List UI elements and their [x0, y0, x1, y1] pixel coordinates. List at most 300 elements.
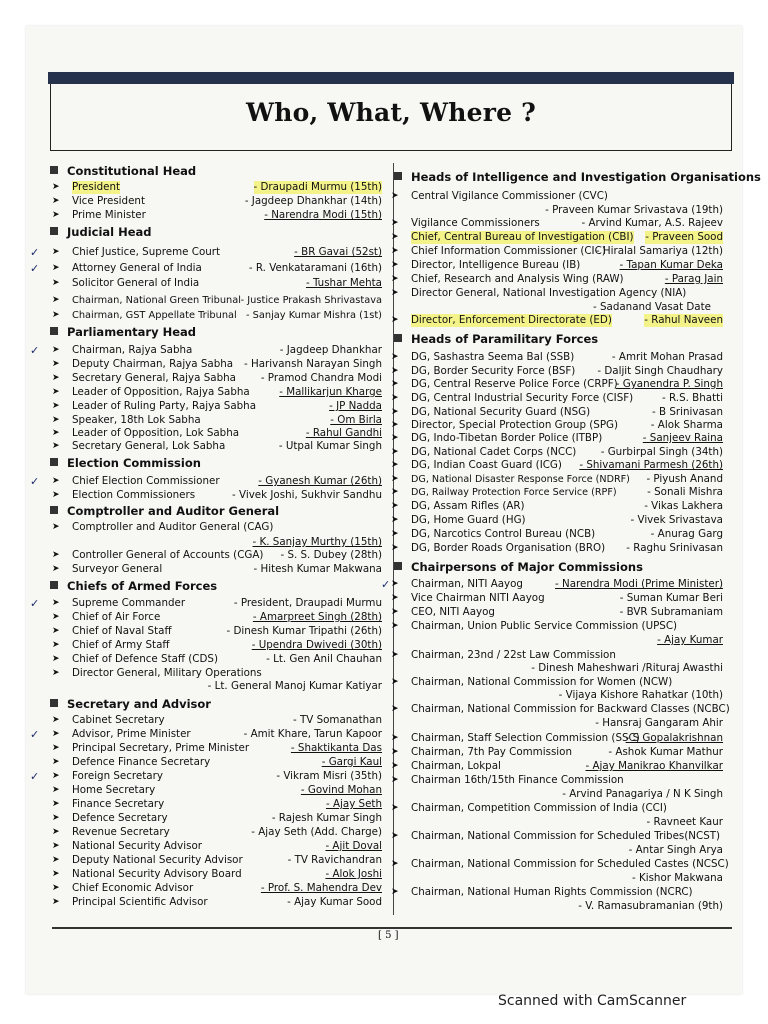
- list-item: [391, 486, 723, 499]
- list-item: [52, 770, 382, 783]
- list-item: [52, 728, 382, 741]
- arrow-icon: ➤: [52, 295, 60, 305]
- role-label: Deputy National Security Advisor: [72, 854, 243, 866]
- role-label: Home Secretary: [72, 784, 156, 796]
- list-item: [52, 597, 382, 610]
- arrow-icon: ➤: [391, 288, 399, 298]
- person-name: - Rahul Gandhi: [305, 427, 382, 439]
- list-item: [52, 344, 382, 357]
- person-name: - Vivek Joshi, Sukhvir Sandhu: [232, 489, 382, 501]
- arrow-icon: ➤: [391, 704, 399, 714]
- scanner-watermark: Scanned with CamScanner: [498, 993, 687, 1009]
- section-paramilitary: Heads of Paramilitary Forces: [394, 332, 598, 346]
- title-band: [48, 72, 734, 84]
- role-label: Central Vigilance Commissioner (CVC): [411, 190, 608, 202]
- role-label: Principal Scientific Advisor: [72, 896, 208, 908]
- role-label: Chairman, GST Appellate Tribunal: [72, 310, 237, 321]
- person-name: - Arvind Kumar, A.S. Rajeev: [581, 217, 723, 229]
- person-name: - B Srinivasan: [652, 406, 723, 418]
- arrow-icon: ➤: [52, 522, 60, 532]
- role-label: Chief Economic Advisor: [72, 882, 194, 894]
- arrow-icon: ➤: [391, 747, 399, 757]
- arrow-icon: ➤: [52, 401, 60, 411]
- role-label: DG, Border Security Force (BSF): [411, 365, 576, 377]
- role-label: DG, Central Reserve Police Force (CRPF): [411, 378, 618, 390]
- person-name: - Alok Joshi: [325, 868, 382, 880]
- arrow-icon: ➤: [391, 487, 399, 497]
- person-name: - Sanjeev Raina: [642, 432, 723, 444]
- list-item: [52, 882, 382, 895]
- role-label: DG, Assam Rifles (AR): [411, 500, 525, 512]
- role-label: Prime Minister: [72, 209, 146, 221]
- person-name: - Hitesh Kumar Makwana: [253, 563, 382, 575]
- arrow-icon: ➤: [52, 247, 60, 257]
- role-label: Chief, Research and Analysis Wing (RAW): [411, 273, 624, 285]
- person-name: - Daljit Singh Chaudhary: [597, 365, 723, 377]
- person-name: - Ravneet Kaur: [646, 816, 723, 828]
- list-item: [52, 896, 382, 909]
- arrow-icon: ➤: [52, 476, 60, 486]
- list-item: [52, 181, 382, 194]
- list-item: [52, 868, 382, 881]
- list-item: [52, 784, 382, 797]
- list-item: [391, 514, 723, 527]
- list-item: [52, 826, 382, 839]
- list-item: [52, 840, 382, 853]
- arrow-icon: ➤: [391, 260, 399, 270]
- arrow-icon: ➤: [391, 246, 399, 256]
- role-label: Chairman, National Commission for Women (NCW): [411, 676, 673, 688]
- arrow-icon: ➤: [52, 841, 60, 851]
- list-item: [391, 886, 723, 899]
- arrow-icon: ➤: [52, 799, 60, 809]
- role-label: Director General, Military Operations: [72, 667, 262, 679]
- role-label: Cabinet Secretary: [72, 714, 165, 726]
- role-label: CEO, NITI Aayog: [411, 606, 495, 618]
- arrow-icon: ➤: [391, 579, 399, 589]
- person-name: - Ajay Seth (Add. Charge): [251, 826, 382, 838]
- person-name: - R.S. Bhatti: [662, 392, 723, 404]
- arrow-icon: ➤: [52, 564, 60, 574]
- person-name: - TV Ravichandran: [287, 854, 382, 866]
- arrow-icon: ➤: [391, 593, 399, 603]
- list-item: [391, 542, 723, 555]
- list-item: [391, 473, 723, 486]
- list-item: [391, 273, 723, 286]
- section-commissions: Chairpersons of Major Commissions: [394, 560, 643, 574]
- person-name: - Narendra Modi (Prime Minister): [555, 578, 723, 590]
- list-item: [391, 259, 723, 272]
- role-label: Chief Information Commissioner (CIC): [411, 245, 606, 257]
- list-item: [52, 521, 382, 534]
- bullet-square-icon: [50, 227, 58, 235]
- list-item: [52, 309, 382, 322]
- title-box: [50, 84, 732, 151]
- section-intelligence: Heads of Intelligence and Investigation Organisations: [394, 170, 761, 184]
- person-name: - Prof. S. Mahendra Dev: [260, 882, 382, 894]
- list-item: [391, 703, 730, 716]
- role-label: Secretary General, Rajya Sabha: [72, 372, 236, 384]
- section-constitutional-head: Constitutional Head: [50, 164, 196, 178]
- person-name: - Ashok Kumar Mathur: [608, 746, 723, 758]
- arrow-icon: ➤: [391, 474, 399, 484]
- list-item: [391, 378, 723, 391]
- section-cag: Comptroller and Auditor General: [50, 504, 279, 518]
- arrow-icon: ➤: [391, 420, 399, 430]
- section-secretary-advisor: Secretary and Advisor: [50, 697, 211, 711]
- pen-tick-icon: ✓: [30, 770, 40, 783]
- bullet-square-icon: [394, 562, 402, 570]
- list-item: [52, 386, 382, 399]
- role-label: Leader of Ruling Party, Rajya Sabha: [72, 400, 257, 412]
- list-item: [391, 760, 723, 773]
- arrow-icon: ➤: [52, 668, 60, 678]
- role-label: DG, National Cadet Corps (NCC): [411, 446, 577, 458]
- person-name: - S. S. Dubey (28th): [280, 549, 382, 561]
- person-name: - Ajay Kumar Sood: [287, 896, 382, 908]
- arrow-icon: ➤: [52, 729, 60, 739]
- arrow-icon: ➤: [52, 428, 60, 438]
- arrow-icon: ➤: [391, 733, 399, 743]
- list-item: [391, 774, 723, 787]
- role-label: DG, Railway Protection Force Service (RPF): [411, 487, 617, 498]
- arrow-icon: ➤: [391, 366, 399, 376]
- arrow-icon: ➤: [52, 310, 60, 320]
- list-item: [52, 294, 382, 307]
- role-label: Chief Justice, Supreme Court: [72, 246, 221, 258]
- arrow-icon: ➤: [391, 621, 399, 631]
- arrow-icon: ➤: [52, 715, 60, 725]
- role-label: DG, National Disaster Response Force (NDRF): [411, 474, 630, 485]
- role-label: Chief, Central Bureau of Investigation (CBI): [411, 231, 634, 243]
- role-label: DG, Central Industrial Security Force (CISF): [411, 392, 634, 404]
- role-label: Chairman, National Commission for Backward Classes (NCBC): [411, 703, 730, 715]
- role-label: Comptroller and Auditor General (CAG): [72, 521, 274, 533]
- list-item: [391, 365, 723, 378]
- person-name: - Arvind Panagariya / N K Singh: [562, 788, 723, 800]
- arrow-icon: ➤: [391, 274, 399, 284]
- list-item: [52, 714, 382, 727]
- list-item: [52, 812, 382, 825]
- person-name: - Vikram Misri (35th): [276, 770, 382, 782]
- section-armed-forces: Chiefs of Armed Forces: [50, 579, 217, 593]
- list-item: [52, 798, 382, 811]
- role-label: Chairman, 23nd / 22st Law Commission: [411, 649, 616, 661]
- list-item: [52, 209, 382, 222]
- role-label: Vice Chairman NITI Aayog: [411, 592, 545, 604]
- role-label: DG, Home Guard (HG): [411, 514, 526, 526]
- role-label: President: [72, 181, 121, 193]
- arrow-icon: ➤: [391, 315, 399, 325]
- role-label: Foreign Secretary: [72, 770, 163, 782]
- list-item: [52, 611, 382, 624]
- arrow-icon: ➤: [391, 761, 399, 771]
- list-item: [391, 528, 723, 541]
- list-item: [391, 351, 723, 364]
- list-item: [52, 475, 382, 488]
- role-label: DG, National Security Guard (NSG): [411, 406, 591, 418]
- arrow-icon: ➤: [52, 182, 60, 192]
- arrow-icon: ➤: [52, 612, 60, 622]
- role-label: Revenue Secretary: [72, 826, 170, 838]
- role-label: Chairman 16th/15th Finance Commission: [411, 774, 624, 786]
- list-item: [391, 606, 723, 619]
- arrow-icon: ➤: [52, 598, 60, 608]
- person-name: - Raghu Srinivasan: [626, 542, 723, 554]
- arrow-icon: ➤: [391, 887, 399, 897]
- list-item: [52, 549, 382, 562]
- arrow-icon: ➤: [391, 460, 399, 470]
- person-name: - Dinesh Kumar Tripathi (26th): [226, 625, 382, 637]
- role-label: Secretary General, Lok Sabha: [72, 440, 226, 452]
- arrow-icon: ➤: [391, 501, 399, 511]
- arrow-icon: ➤: [52, 869, 60, 879]
- arrow-icon: ➤: [391, 515, 399, 525]
- list-item: [391, 392, 723, 405]
- pen-tick-icon: ✓: [381, 578, 391, 591]
- list-item: [391, 830, 723, 843]
- list-item: [391, 245, 723, 258]
- person-name: - Gyanendra P. Singh: [615, 378, 723, 390]
- section-election-commission: Election Commission: [50, 456, 201, 470]
- person-name: - Justice Prakash Shrivastava: [240, 295, 382, 306]
- person-name: - R. Venkataramani (16th): [248, 262, 382, 274]
- list-item: [391, 746, 723, 759]
- list-item: [391, 802, 723, 815]
- arrow-icon: ➤: [391, 433, 399, 443]
- person-name: - Anurag Garg: [650, 528, 723, 540]
- person-name: - Amrit Mohan Prasad: [611, 351, 723, 363]
- list-item: [52, 756, 382, 769]
- list-item: [52, 440, 382, 453]
- list-item: [391, 419, 723, 432]
- list-item: [391, 592, 723, 605]
- person-name: - Utpal Kumar Singh: [278, 440, 382, 452]
- list-item: [391, 578, 723, 591]
- footer-rule: [52, 927, 732, 929]
- pen-tick-icon: ✓: [30, 597, 40, 610]
- person-name: - Vivek Srivastava: [630, 514, 723, 526]
- role-label: Chairman, Lokpal: [411, 760, 501, 772]
- role-label: Chairman, Competition Commission of India (CCI): [411, 802, 667, 814]
- role-label: Defence Secretary: [72, 812, 168, 824]
- arrow-icon: ➤: [52, 415, 60, 425]
- list-item: [391, 459, 723, 472]
- role-label: Deputy Chairman, Rajya Sabha: [72, 358, 234, 370]
- role-label: Defence Finance Secretary: [72, 756, 211, 768]
- arrow-icon: ➤: [391, 677, 399, 687]
- role-label: Attorney General of India: [72, 262, 202, 274]
- arrow-icon: ➤: [391, 543, 399, 553]
- person-name: - Hiralal Samariya (12th): [595, 245, 723, 257]
- role-label: National Security Advisory Board: [72, 868, 242, 880]
- list-item: [52, 667, 382, 680]
- arrow-icon: ➤: [52, 785, 60, 795]
- arrow-icon: ➤: [52, 897, 60, 907]
- person-name: - Sonali Mishra: [647, 486, 723, 498]
- list-item: [52, 625, 382, 638]
- arrow-icon: ➤: [52, 278, 60, 288]
- person-name: - Lt. Gen Anil Chauhan: [266, 653, 382, 665]
- arrow-icon: ➤: [391, 831, 399, 841]
- person-name: - Lt. General Manoj Kumar Katiyar: [207, 680, 382, 692]
- person-name: - Ajay Manikrao Khanvilkar: [585, 760, 723, 772]
- person-name: - Mallikarjun Kharge: [279, 386, 382, 398]
- arrow-icon: ➤: [52, 883, 60, 893]
- person-name: - Ajit Doval: [325, 840, 382, 852]
- person-name: - Vikas Lakhera: [644, 500, 723, 512]
- list-item: [391, 732, 723, 745]
- person-name: - Shivamani Parmesh (26th): [579, 459, 723, 471]
- role-label: Chairman, Union Public Service Commission (UPSC): [411, 620, 678, 632]
- person-name: - Amit Khare, Tarun Kapoor: [243, 728, 382, 740]
- bullet-square-icon: [50, 327, 58, 335]
- list-item: [391, 287, 723, 300]
- role-label: Director, Intelligence Bureau (IB): [411, 259, 581, 271]
- arrow-icon: ➤: [52, 654, 60, 664]
- person-name: - Alok Sharma: [650, 419, 723, 431]
- person-name: - Rajesh Kumar Singh: [271, 812, 382, 824]
- person-name: - Govind Mohan: [300, 784, 382, 796]
- person-name: - Parag Jain: [664, 273, 723, 285]
- arrow-icon: ➤: [52, 743, 60, 753]
- person-name: - Shaktikanta Das: [290, 742, 382, 754]
- person-name: - Praveen Sood: [645, 231, 723, 243]
- list-item: [391, 500, 723, 513]
- role-label: Chairman, 7th Pay Commission: [411, 746, 572, 758]
- person-name: - Ajay Kumar: [657, 634, 723, 646]
- pen-tick-icon: ✓: [30, 344, 40, 357]
- pen-tick-icon: ✓: [30, 262, 40, 275]
- role-label: DG, Indo-Tibetan Border Police (ITBP): [411, 432, 603, 444]
- role-label: Director General, National Investigation Agency (NIA): [411, 287, 687, 299]
- role-label: Chief Election Commissioner: [72, 475, 220, 487]
- list-item: [391, 406, 723, 419]
- arrow-icon: ➤: [391, 191, 399, 201]
- person-name: - Gurbirpal Singh (34th): [600, 446, 723, 458]
- role-label: Chief of Air Force: [72, 611, 161, 623]
- role-label: Chief of Naval Staff: [72, 625, 172, 637]
- person-name: - Narendra Modi (15th): [264, 209, 382, 221]
- list-item: [52, 653, 382, 666]
- arrow-icon: ➤: [52, 550, 60, 560]
- arrow-icon: ➤: [52, 373, 60, 383]
- role-label: Principal Secretary, Prime Minister: [72, 742, 250, 754]
- person-name: - Gargi Kaul: [321, 756, 382, 768]
- page-number: [ 5 ]: [378, 930, 399, 941]
- list-item: [52, 277, 382, 290]
- role-label: Finance Secretary: [72, 798, 165, 810]
- arrow-icon: ➤: [52, 640, 60, 650]
- role-label: Chairman, National Commission for Scheduled Castes (NCSC): [411, 858, 729, 870]
- arrow-icon: ➤: [52, 827, 60, 837]
- arrow-icon: ➤: [391, 352, 399, 362]
- person-name: - Rahul Naveen: [644, 314, 723, 326]
- list-item: [52, 639, 382, 652]
- arrow-icon: ➤: [391, 650, 399, 660]
- section-parliamentary-head: Parliamentary Head: [50, 325, 196, 339]
- list-item: [52, 195, 382, 208]
- arrow-icon: ➤: [391, 775, 399, 785]
- bullet-square-icon: [50, 166, 58, 174]
- arrow-icon: ➤: [52, 196, 60, 206]
- arrow-icon: ➤: [52, 345, 60, 355]
- role-label: Chairman, NITI Aayog: [411, 578, 523, 590]
- bullet-square-icon: [50, 699, 58, 707]
- list-item: [391, 858, 729, 871]
- role-label: National Security Advisor: [72, 840, 202, 852]
- person-name: - Om Birla: [330, 414, 382, 426]
- role-label: Vigilance Commissioners: [411, 217, 540, 229]
- arrow-icon: ➤: [52, 771, 60, 781]
- list-item: [52, 262, 382, 275]
- list-item: [52, 358, 382, 371]
- list-item: [52, 400, 382, 413]
- list-item: [52, 427, 382, 440]
- arrow-icon: ➤: [52, 855, 60, 865]
- arrow-icon: ➤: [52, 813, 60, 823]
- role-label: Election Commissioners: [72, 489, 196, 501]
- person-name: - Pramod Chandra Modi: [260, 372, 382, 384]
- person-name: - Vijaya Kishore Rahatkar (10th): [558, 689, 723, 701]
- person-name: - Ajay Seth: [325, 798, 382, 810]
- person-name: - Tapan Kumar Deka: [619, 259, 723, 271]
- bullet-square-icon: [394, 334, 402, 342]
- role-label: Chairman, Staff Selection Commission (SSC): [411, 732, 640, 744]
- role-label: Chief of Defence Staff (CDS): [72, 653, 218, 665]
- role-label: Director, Enforcement Directorate (ED): [411, 314, 612, 326]
- role-label: Chairman, National Green Tribunal: [72, 295, 241, 306]
- list-item: [52, 372, 382, 385]
- pen-tick-icon: ✓: [30, 728, 40, 741]
- arrow-icon: ➤: [391, 803, 399, 813]
- list-item: [52, 489, 382, 502]
- role-label: Controller General of Accounts (CGA): [72, 549, 264, 561]
- list-item: [52, 742, 382, 755]
- bullet-square-icon: [50, 506, 58, 514]
- person-name: - Praveen Kumar Srivastava (19th): [545, 204, 723, 216]
- person-name: - Draupadi Murmu (15th): [253, 181, 382, 193]
- bullet-square-icon: [50, 581, 58, 589]
- arrow-icon: ➤: [52, 441, 60, 451]
- person-name: - BVR Subramaniam: [619, 606, 723, 618]
- arrow-icon: ➤: [52, 757, 60, 767]
- person-name: - Jagdeep Dhankhar (14th): [244, 195, 382, 207]
- arrow-icon: ➤: [52, 387, 60, 397]
- person-name: - Sanjay Kumar Mishra (1st): [245, 310, 382, 321]
- person-name: - Tushar Mehta: [305, 277, 382, 289]
- arrow-icon: ➤: [391, 607, 399, 617]
- person-name: - BR Gavai (52st): [294, 246, 382, 258]
- person-name: - TV Somanathan: [292, 714, 382, 726]
- arrow-icon: ➤: [391, 859, 399, 869]
- person-name: - Piyush Anand: [646, 473, 723, 485]
- arrow-icon: ➤: [391, 447, 399, 457]
- arrow-icon: ➤: [52, 210, 60, 220]
- role-label: Advisor, Prime Minister: [72, 728, 191, 740]
- person-name: - K. Sanjay Murthy (15th): [252, 536, 382, 548]
- role-label: Supreme Commander: [72, 597, 186, 609]
- arrow-icon: ➤: [391, 407, 399, 417]
- pen-tick-icon: ✓: [30, 246, 40, 259]
- list-item: [391, 432, 723, 445]
- person-name: - Gyanesh Kumar (26th): [258, 475, 382, 487]
- arrow-icon: ➤: [391, 218, 399, 228]
- page-title: Who, What, Where ?: [246, 98, 536, 127]
- person-name: - S Gopalakrishnan: [625, 732, 723, 744]
- role-label: Leader of Opposition, Rajya Sabha: [72, 386, 250, 398]
- list-item: [391, 231, 723, 244]
